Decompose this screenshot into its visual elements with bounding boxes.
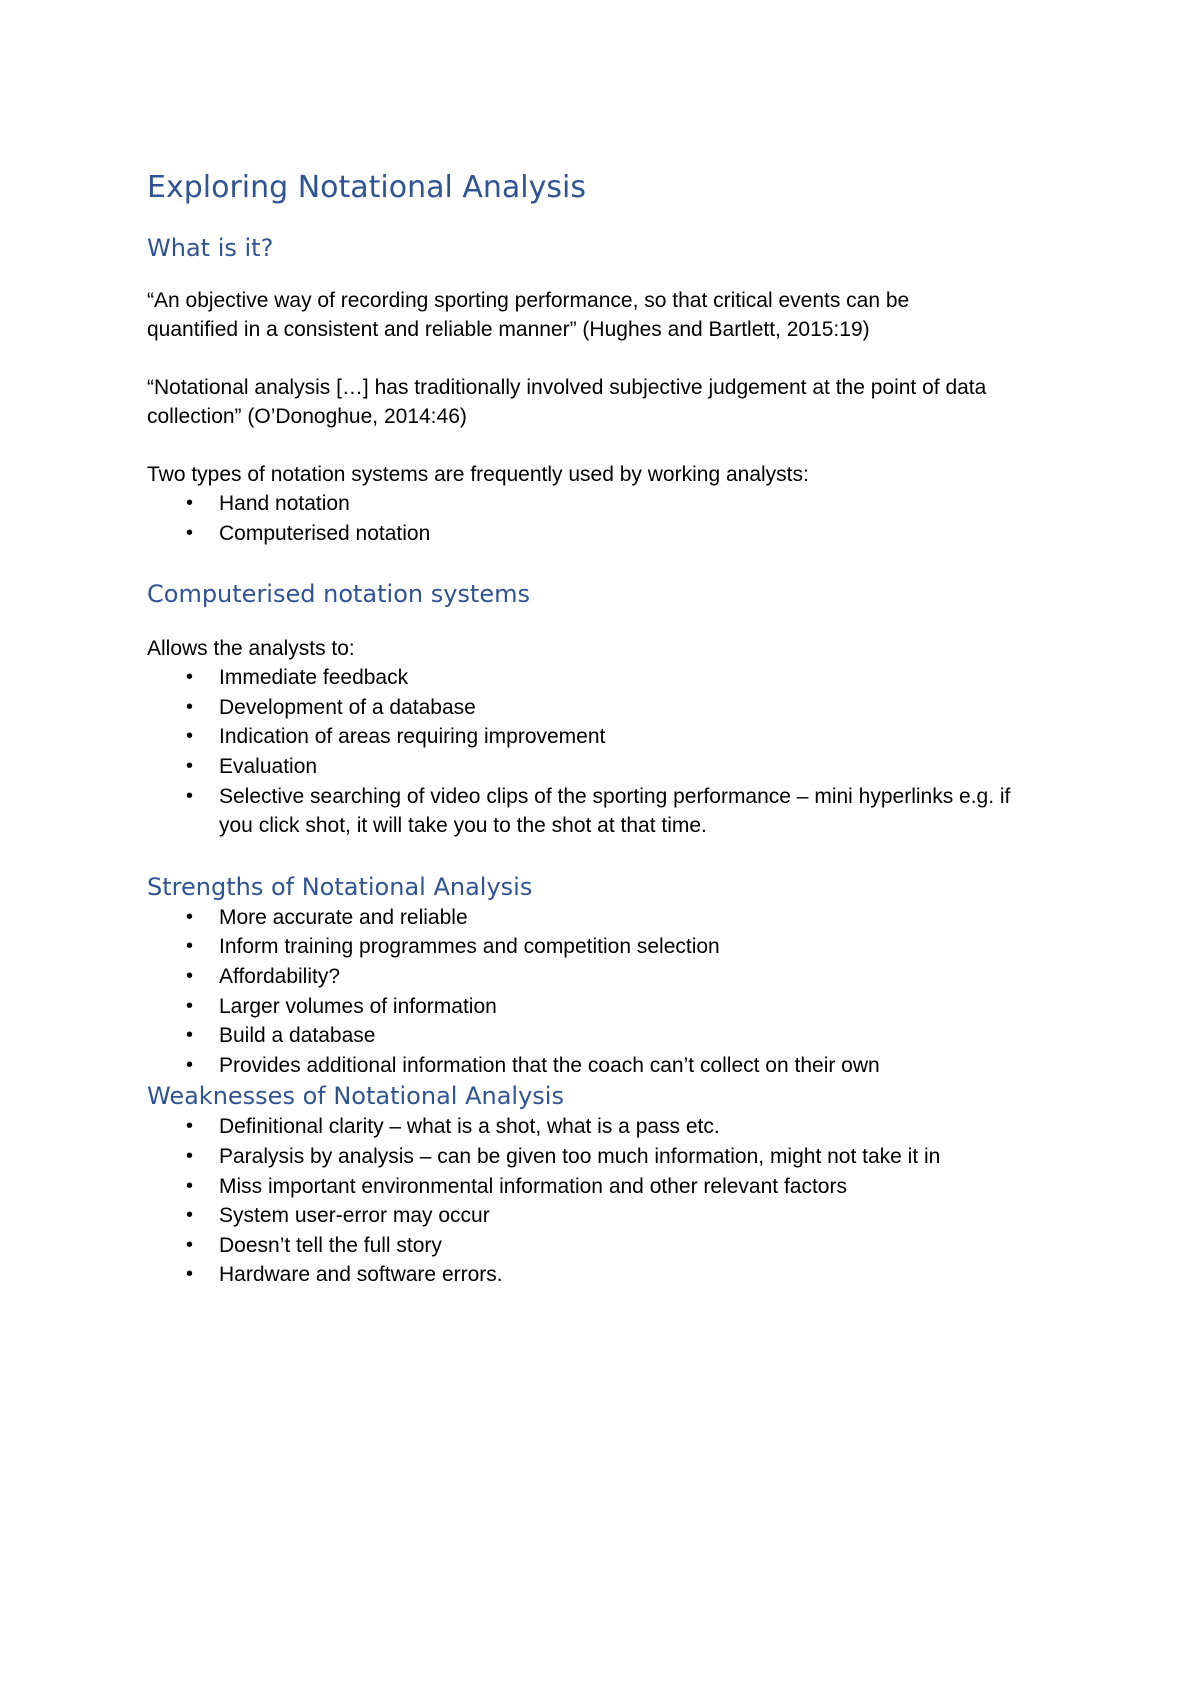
bullet-icon: • [186, 1204, 194, 1227]
bullet-icon: • [186, 725, 194, 748]
computerised-intro: Allows the analysts to: [147, 637, 355, 661]
bullet-icon: • [186, 1053, 194, 1076]
list-item: • Definitional clarity – what is a shot, what is a pass etc. [147, 1112, 1067, 1142]
bullet-icon: • [186, 695, 194, 718]
quote-line: collection” (O’Donoghue, 2014:46) [147, 405, 467, 428]
list-item: • Provides additional information that the coach can’t collect on their own [147, 1051, 1067, 1081]
bullet-icon: • [186, 1233, 194, 1256]
list-item: • Affordability? [147, 962, 1067, 992]
list-item: • More accurate and reliable [147, 903, 1067, 933]
list-item: • System user-error may occur [147, 1201, 1067, 1231]
computerised-list [147, 663, 1067, 841]
list-item: • Doesn’t tell the full story [147, 1231, 1067, 1261]
bullet-icon: • [186, 1144, 194, 1167]
heading-strengths: Strengths of Notational Analysis [147, 872, 533, 901]
list-item: • Evaluation [147, 752, 1067, 782]
bullet-icon: • [186, 1115, 194, 1138]
list-item: • Selective searching of video clips of the sporting performance – mini hyperlinks e.g. if you click shot, it will take you to the shot at that time. [147, 782, 1067, 841]
list-item-continuation: you click shot, it will take you to the shot at that time. [219, 814, 707, 838]
bullet-icon: • [186, 521, 194, 544]
bullet-icon: • [186, 964, 194, 987]
list-item: • Immediate feedback [147, 663, 1067, 693]
bullet-icon: • [186, 1263, 194, 1286]
list-item: • Development of a database [147, 693, 1067, 723]
bullet-icon: • [186, 754, 194, 777]
bullet-icon: • [186, 1024, 194, 1047]
list-item: • Larger volumes of information [147, 992, 1067, 1022]
notation-types-intro: Two types of notation systems are frequently used by working analysts: [147, 463, 809, 486]
list-item: • Indication of areas requiring improvement [147, 722, 1067, 752]
quote-line: quantified in a consistent and reliable manner” (Hughes and Bartlett, 2015:19) [147, 318, 870, 341]
bullet-icon: • [186, 666, 194, 689]
list-item: • Build a database [147, 1021, 1067, 1051]
bullet-icon: • [186, 492, 194, 514]
document-page [147, 168, 1067, 1290]
bullet-icon: • [186, 994, 194, 1017]
list-item: • Miss important environmental information and other relevant factors [147, 1172, 1067, 1202]
bullet-icon: • [186, 1174, 194, 1197]
quote-line: “Notational analysis […] has traditionally involved subjective judgement at the point of data [147, 376, 987, 399]
heading-what-is-it: What is it? [147, 234, 274, 262]
list-item: • Computerised notation [147, 519, 1067, 549]
list-item: • Inform training programmes and competition selection [147, 932, 1067, 962]
list-item: • Hardware and software errors. [147, 1260, 1067, 1290]
quote-odonoghue [147, 373, 1067, 431]
quote-hughes-bartlett [147, 286, 1067, 344]
weaknesses-list [147, 1112, 1067, 1290]
bullet-icon: • [186, 784, 194, 807]
list-item: • Hand notation [147, 489, 1067, 519]
quote-line: “An objective way of recording sporting performance, so that critical events can be [147, 289, 910, 312]
list-item: • Paralysis by analysis – can be given too much information, might not take it in [147, 1142, 1067, 1172]
heading-computerised-notation: Computerised notation systems [147, 580, 530, 609]
heading-weaknesses: Weaknesses of Notational Analysis [147, 1082, 564, 1111]
document-title: Exploring Notational Analysis [147, 170, 586, 205]
notation-types-list [147, 489, 1067, 548]
bullet-icon: • [186, 935, 194, 958]
strengths-list [147, 903, 1067, 1081]
bullet-icon: • [186, 905, 194, 928]
